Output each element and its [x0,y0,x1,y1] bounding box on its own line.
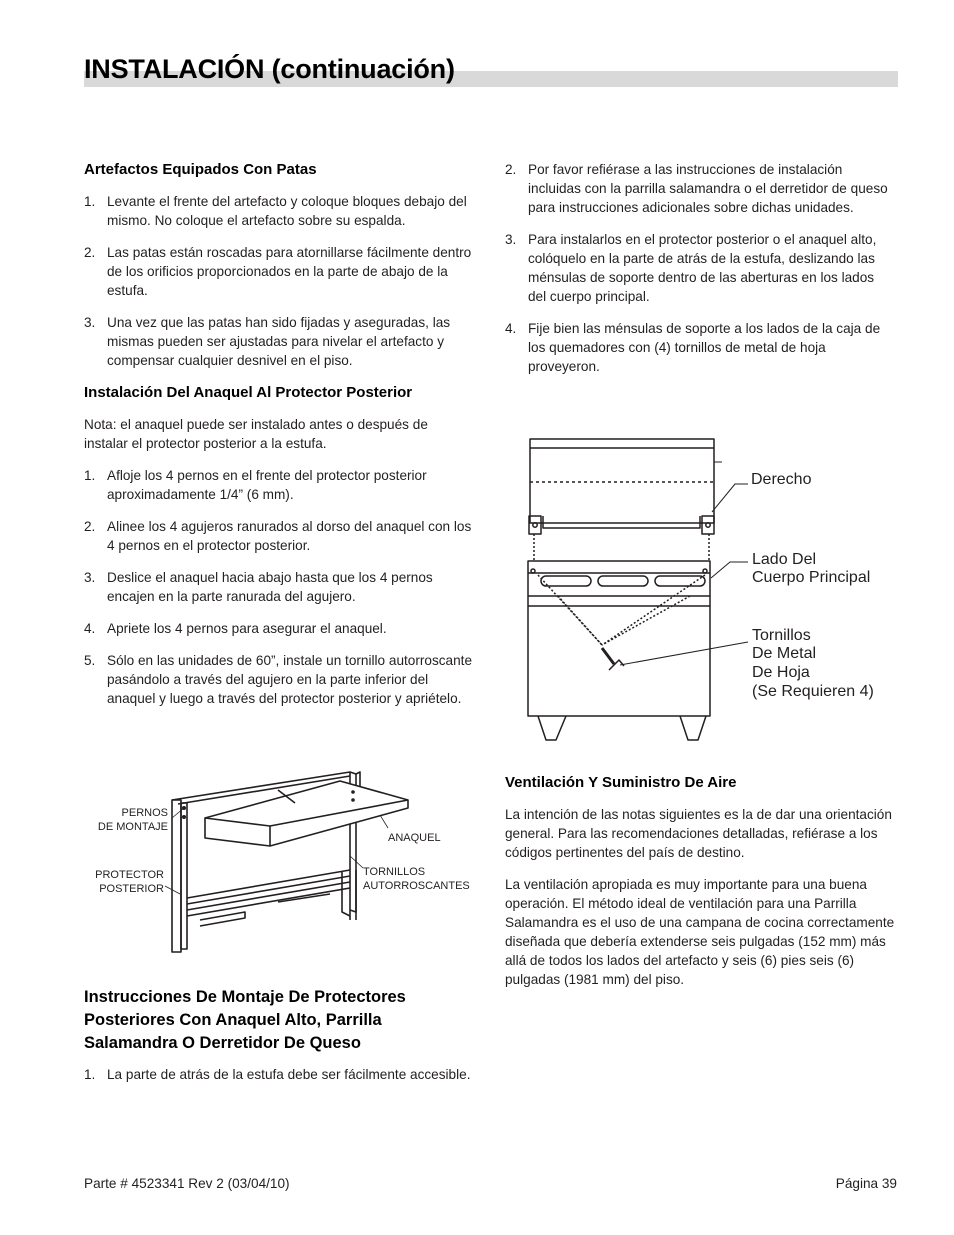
shelf-note: Nota: el anaquel puede ser instalado antes o después de instalar el protector posterior a la estufa. [84,417,428,451]
label-pernos-2: DE MONTAJE [97,821,168,833]
list-item: 3. Deslice el anaquel hacia abajo hasta que los 4 pernos encajen en la parte ranurada del agujero. [84,570,433,604]
legs-steps [84,192,474,370]
section-heading-ventilation: Ventilación Y Suministro De Aire [505,774,737,791]
section-heading-shelf: Instalación Del Anaquel Al Protector Posterior [84,384,413,401]
label-anaquel: ANAQUEL [388,832,441,844]
salamander-steps [84,1065,484,1084]
label-torn-3: De Hoja [752,664,810,681]
label-lado-1: Lado Del [752,551,817,568]
ventilation-section [505,773,897,1002]
footer-page-number: Página 39 [835,1176,897,1191]
label-tornillos-2: AUTORROSCANTES [363,880,470,892]
list-item: 4. Fije bien las ménsulas de soporte a los lados de la caja de los quemadores con (4) tornillos de metal de hoja proveyeron. [505,321,881,374]
page-title: INSTALACIÓN (continuación) [84,54,455,84]
label-protector-1: PROTECTOR [95,869,164,881]
list-item: 1. Levante el frente del artefacto y coloque bloques debajo del mismo. No coloque el artefacto sobre su espalda. [84,194,467,228]
range-bracket-diagram [505,430,897,746]
label-derecho: Derecho [751,471,812,488]
shelf-steps [84,466,474,708]
label-pernos-1: PERNOS [121,807,168,819]
label-torn-4: (Se Requieren 4) [752,683,874,700]
section-heading-legs: Artefactos Equipados Con Patas [84,161,317,178]
right-column [505,160,895,389]
salamander-section [84,986,484,1097]
list-item: 2. Las patas están roscadas para atornillarse fácilmente dentro de los orificios proporcionados en la parte de abajo de la estufa. [84,245,472,298]
list-item: 3. Una vez que las patas han sido fijadas y aseguradas, las mismas pueden ser ajustadas para nivelar el artefacto y compensar cualquier desnivel en el piso. [84,315,451,368]
list-item: 1. Afloje los 4 pernos en el frente del protector posterior aproximadamente 1/4” (6 mm). [84,468,427,502]
ventilation-p2: La ventilación apropiada es muy importante para una buena operación. El método ideal de ventilación para una Parrilla Salamandra es el uso de una campana de cocina correctamente diseñada que debería extenderse seis pulgadas (152 mm) más allá de todos los lados del artefacto y seis (6) pies seis (6) pulgadas (1981 mm) del piso. [505,877,895,987]
label-torn-2: De Metal [752,645,817,662]
label-tornillos-1: TORNILLOS [363,866,426,878]
ventilation-p1: La intención de las notas siguientes es la de dar una orientación general. Para las recomendaciones detalladas, refiérase a los códigos pertinentes del país de destino. [505,807,892,860]
list-item: 2. Alinee los 4 agujeros ranurados al dorso del anaquel con los 4 pernos en el protector posterior. [84,519,472,553]
list-item: 1. La parte de atrás de la estufa debe ser fácilmente accesible. [84,1067,471,1082]
section-heading-salamander: Instrucciones De Montaje De Protectores Posteriores Con Anaquel Alto, Parrilla Salamandra O Derretidor De Queso [84,988,406,1052]
list-item: 2. Por favor refiérase a las instrucciones de instalación incluidas con la parrilla salamandra o el derretidor de queso para instrucciones adicionales sobre dichas unidades. [505,162,888,215]
list-item: 3. Para instalarlos en el protector posterior o el anaquel alto, colóquelo en la parte de atrás de la estufa, deslizando las ménsulas de soporte dentro de las aberturas en los lados del cuerpo principal. [505,232,877,304]
footer-part-number: Parte # 4523341 Rev 2 (03/04/10) [84,1176,290,1191]
list-item: 5. Sólo en las unidades de 60”, instale un tornillo autorroscante pasándolo a través del agujero en la parte inferior del anaquel y luego a través del protector posterior y apriételo. [84,653,473,706]
label-protector-2: POSTERIOR [99,883,164,895]
label-lado-2: Cuerpo Principal [752,569,871,586]
left-column [84,160,474,721]
list-item: 4. Apriete los 4 pernos para asegurar el anaquel. [84,621,387,636]
label-torn-1: Tornillos [752,627,811,644]
salamander-steps-continued [505,160,895,376]
shelf-backguard-diagram [84,758,484,958]
